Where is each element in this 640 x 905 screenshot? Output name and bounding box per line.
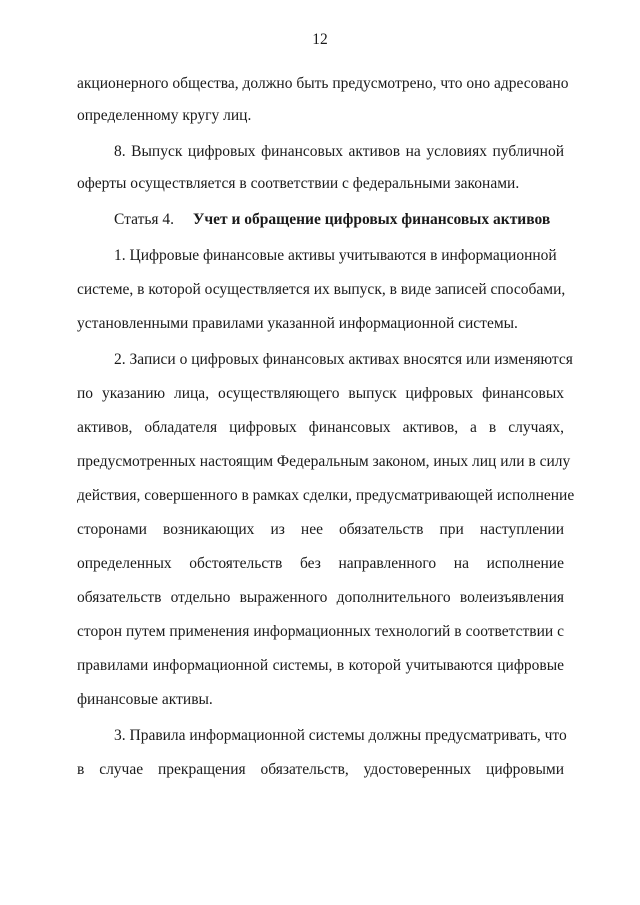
text-line: финансовые активы. <box>77 691 213 708</box>
article-number: Статья 4. <box>114 211 175 228</box>
text-line: 8. Выпуск цифровых финансовых активов на условиях публичной <box>114 143 564 160</box>
text-line: обязательств отдельно выраженного дополнительного волеизъявления <box>77 589 564 606</box>
text-line: 2. Записи о цифровых финансовых активах вносятся или изменяются <box>114 351 573 368</box>
text-line: сторон путем применения информационных технологий в соответствии с <box>77 623 564 640</box>
text-line: действия, совершенного в рамках сделки, предусматривающей исполнение <box>77 487 575 504</box>
text-line: акционерного общества, должно быть предусмотрено, что оно адресовано <box>77 75 569 92</box>
text-line: предусмотренных настоящим Федеральным законом, иных лиц или в силу <box>77 453 571 470</box>
text-line: определенному кругу лиц. <box>77 107 252 124</box>
text-line: 1. Цифровые финансовые активы учитываются в информационной <box>114 247 557 264</box>
text-line: системе, в которой осуществляется их выпуск, в виде записей способами, <box>77 281 566 298</box>
page-number: 12 <box>312 31 328 48</box>
text-line: активов, обладателя цифровых финансовых активов, а в случаях, <box>77 419 564 436</box>
text-line: оферты осуществляется в соответствии с федеральными законами. <box>77 175 520 192</box>
article-title: Учет и обращение цифровых финансовых активов <box>193 211 551 228</box>
text-line: по указанию лица, осуществляющего выпуск цифровых финансовых <box>77 385 564 402</box>
text-line: определенных обстоятельств без направленного на исполнение <box>77 555 564 572</box>
article-heading <box>114 210 564 230</box>
text-line: установленными правилами указанной информационной системы. <box>77 315 518 332</box>
text-line: сторонами возникающих из нее обязательств при наступлении <box>77 521 564 538</box>
text-line: 3. Правила информационной системы должны предусматривать, что <box>114 727 567 744</box>
text-line: в случае прекращения обязательств, удостоверенных цифровыми <box>77 761 564 778</box>
text-line: правилами информационной системы, в которой учитываются цифровые <box>77 657 564 674</box>
